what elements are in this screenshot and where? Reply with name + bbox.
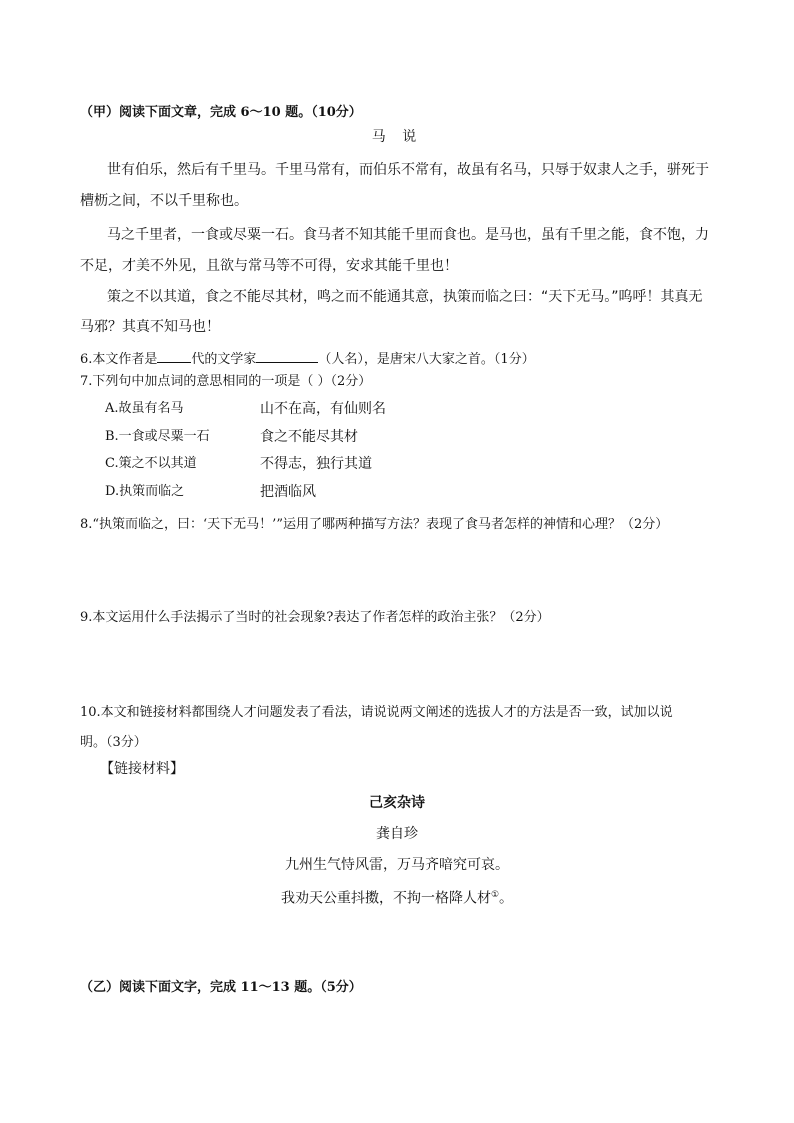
- passage-para3-line2: 马邪？其真不知马也！: [80, 319, 220, 335]
- q6-blank-author[interactable]: [256, 348, 318, 363]
- passage-title: 马 说: [371, 129, 423, 145]
- q7-option-a-right: 山不在高，有仙则名: [260, 401, 386, 417]
- q6-part2: 代的文学家: [191, 352, 257, 367]
- link-material-label: 【链接材料】: [100, 761, 184, 777]
- q7-option-a-left: A.故虽有名马: [105, 401, 184, 416]
- poem-author: 龚自珍: [376, 826, 418, 842]
- section-a-header: （甲）阅读下面文章，完成 6～10 题。（10分）: [80, 105, 362, 120]
- question-8: 8.“执策而临之，曰：‘天下无马！’”运用了哪两种描写方法？表现了食马者怎样的神情和心理？（2分）: [80, 517, 669, 532]
- question-10-line2: 明。（3分）: [80, 735, 147, 750]
- q6-part3: （人名），是唐宋八大家之首。（1分）: [318, 352, 535, 367]
- poem-title: 己亥杂诗: [369, 795, 425, 811]
- q7-option-c-right: 不得志，独行其道: [260, 456, 372, 472]
- passage-para1-line2: 槽枥之间，不以千里称也。: [80, 193, 248, 209]
- passage-para2-line1: 马之千里者，一食或尽粟一石。食马者不知其能千里而食也。是马也，虽有千里之能，食不饱，力: [107, 227, 709, 243]
- poem-line-2-text: 我劝天公重抖擞，不拘一格降人材: [280, 890, 491, 907]
- poem-line-1: 九州生气恃风雷，万马齐喑究可哀。: [285, 857, 509, 873]
- question-10-line1: 10.本文和链接材料都围绕人才问题发表了看法，请说说两文阐述的选拔人才的方法是否一致，试加以说: [80, 705, 673, 720]
- footnote-marker[interactable]: ①: [490, 890, 500, 900]
- q7-option-d-left: D.执策而临之: [105, 484, 185, 499]
- passage-para1-line1: 世有伯乐，然后有千里马。千里马常有，而伯乐不常有，故虽有名马，只辱于奴隶人之手，骈死于: [107, 162, 709, 178]
- question-9: 9.本文运用什么手法揭示了当时的社会现象?表达了作者怎样的政治主张？（2分）: [80, 610, 550, 625]
- q7-option-b-right: 食之不能尽其材: [260, 429, 358, 445]
- poem-line-2-end: 。: [499, 890, 514, 907]
- passage-para2-line2: 不足，才美不外见，且欲与常马等不可得，安求其能千里也！: [80, 258, 458, 274]
- q6-blank-dynasty[interactable]: [157, 348, 191, 363]
- question-7-stem: 7.下列句中加点词的意思相同的一项是（ ）（2分）: [80, 374, 372, 389]
- q7-option-d-right: 把酒临风: [260, 484, 316, 500]
- q7-option-b-left: B.一食或尽粟一石: [105, 429, 210, 444]
- q6-part1: 6.本文作者是: [80, 352, 158, 367]
- question-6: [80, 348, 535, 370]
- section-b-header: （乙）阅读下面文字，完成 11～13 题。（5分）: [80, 980, 362, 995]
- q7-option-c-left: C.策之不以其道: [105, 456, 197, 471]
- passage-para3-line1: 策之不以其道，食之不能尽其材，鸣之而不能通其意，执策而临之曰：“天下无马。”呜呼！其真无: [107, 289, 703, 305]
- poem-line-2: [0, 885, 794, 909]
